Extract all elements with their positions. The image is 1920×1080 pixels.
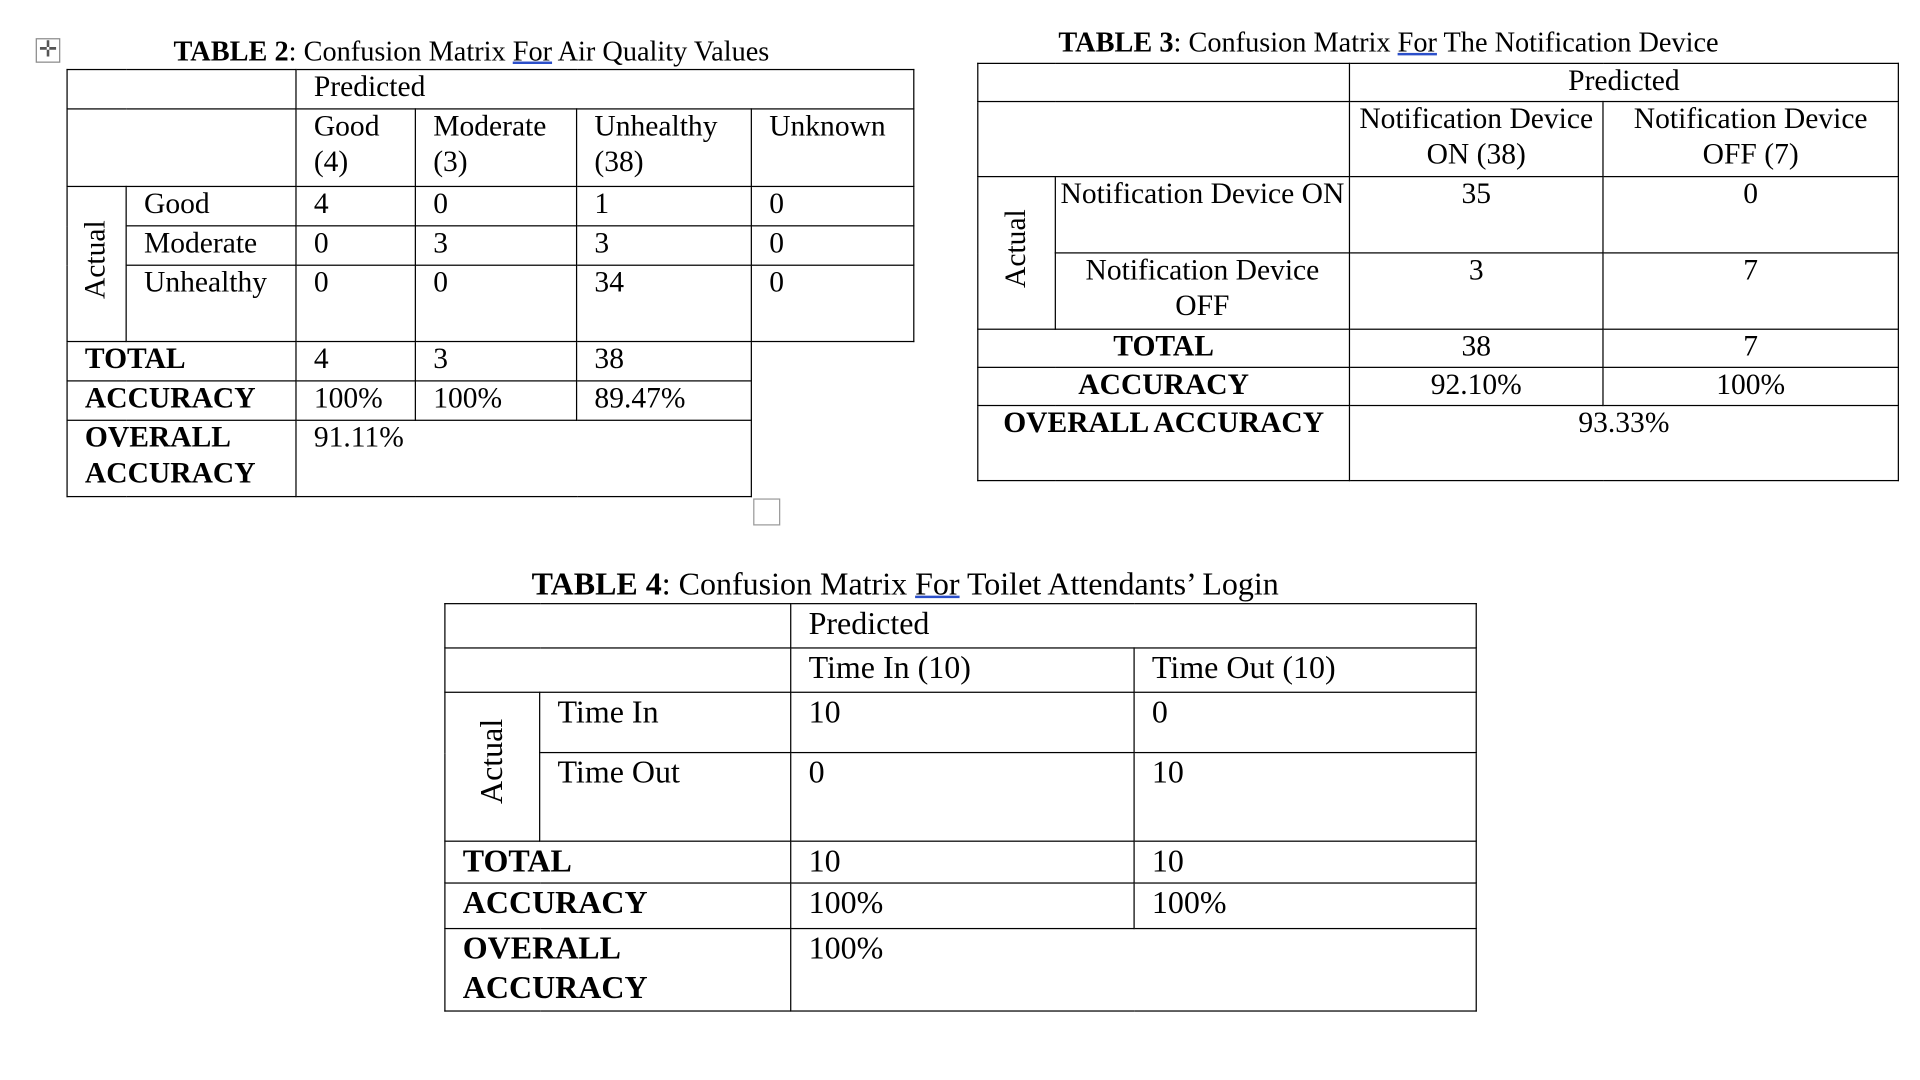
total-cell: 4	[296, 342, 415, 381]
total-cell: 7	[1603, 329, 1898, 367]
table3-caption: TABLE 3: Confusion Matrix For The Notification Device	[1058, 27, 1719, 58]
matrix-cell: 3	[1349, 253, 1603, 329]
actual-label-cell	[67, 186, 126, 341]
empty-corner-cell	[67, 109, 296, 187]
col-header-time-in: Time In (10)	[791, 648, 1134, 692]
table2-air-quality-confusion-matrix	[66, 69, 914, 497]
row-label-device-on: Notification Device ON	[1055, 177, 1349, 253]
table-move-handle-icon[interactable]: ✛	[36, 38, 61, 63]
matrix-cell: 0	[751, 186, 913, 225]
overall-accuracy-value: 91.11%	[296, 420, 751, 496]
col-header-unknown: Unknown	[751, 109, 913, 187]
matrix-cell: 10	[791, 692, 1134, 752]
row-label-unhealthy: Unhealthy	[126, 265, 296, 341]
total-cell: 3	[415, 342, 576, 381]
matrix-cell: 0	[1134, 692, 1476, 752]
row-label-time-out: Time Out	[540, 753, 791, 842]
table-resize-handle-icon[interactable]	[753, 498, 780, 525]
col-header-moderate: Moderate (3)	[415, 109, 576, 187]
total-cell: 10	[1134, 841, 1476, 883]
matrix-cell: 3	[577, 226, 752, 265]
overall-accuracy-value: 93.33%	[1349, 406, 1898, 481]
matrix-cell: 4	[296, 186, 415, 225]
total-label: TOTAL	[445, 841, 791, 883]
overall-accuracy-label: OVERALL ACCURACY	[67, 420, 296, 496]
accuracy-cell: 100%	[415, 381, 576, 420]
matrix-cell: 0	[415, 265, 576, 341]
empty-corner-cell	[445, 648, 791, 692]
predicted-header: Predicted	[791, 604, 1476, 648]
table3-notification-device-confusion-matrix	[977, 63, 1899, 481]
row-label-device-off: Notification Device OFF	[1055, 253, 1349, 329]
actual-label-cell	[978, 177, 1056, 330]
table2-caption: TABLE 2: Confusion Matrix For Air Quality Values	[173, 35, 770, 67]
table4-toilet-attendants-login-confusion-matrix	[444, 603, 1477, 1012]
empty-cell	[751, 420, 913, 496]
matrix-cell: 7	[1603, 253, 1898, 329]
actual-label: Actual	[999, 208, 1032, 288]
matrix-cell: 0	[415, 186, 576, 225]
overall-accuracy-value: 100%	[791, 929, 1476, 1011]
empty-corner-cell	[445, 604, 791, 648]
accuracy-cell: 100%	[1603, 367, 1898, 405]
matrix-cell: 0	[791, 753, 1134, 842]
accuracy-cell: 100%	[296, 381, 415, 420]
empty-cell	[751, 381, 913, 420]
matrix-cell: 0	[296, 226, 415, 265]
col-header-time-out: Time Out (10)	[1134, 648, 1476, 692]
matrix-cell: 0	[751, 265, 913, 341]
matrix-cell: 0	[1603, 177, 1898, 253]
overall-accuracy-label: OVERALL ACCURACY	[978, 406, 1350, 481]
total-cell: 38	[1349, 329, 1603, 367]
total-label: TOTAL	[67, 342, 296, 381]
predicted-header: Predicted	[1349, 63, 1898, 101]
accuracy-label: ACCURACY	[67, 381, 296, 420]
predicted-header: Predicted	[296, 70, 914, 109]
accuracy-cell: 92.10%	[1349, 367, 1603, 405]
accuracy-cell: 100%	[1134, 883, 1476, 929]
matrix-cell: 34	[577, 265, 752, 341]
empty-corner-cell	[978, 63, 1350, 101]
col-header-unhealthy: Unhealthy (38)	[577, 109, 752, 187]
accuracy-cell: 100%	[791, 883, 1134, 929]
row-label-good: Good	[126, 186, 296, 225]
matrix-cell: 10	[1134, 753, 1476, 842]
col-header-device-off: Notification Device OFF (7)	[1603, 102, 1898, 177]
accuracy-label: ACCURACY	[978, 367, 1350, 405]
row-label-moderate: Moderate	[126, 226, 296, 265]
col-header-good: Good (4)	[296, 109, 415, 187]
total-label: TOTAL	[978, 329, 1350, 367]
matrix-cell: 3	[415, 226, 576, 265]
accuracy-label: ACCURACY	[445, 883, 791, 929]
col-header-device-on: Notification Device ON (38)	[1349, 102, 1603, 177]
actual-label-cell	[445, 692, 540, 841]
matrix-cell: 35	[1349, 177, 1603, 253]
actual-label: Actual	[473, 719, 510, 805]
matrix-cell: 1	[577, 186, 752, 225]
table4-caption: TABLE 4: Confusion Matrix For Toilet Attendants’ Login	[531, 566, 1279, 602]
matrix-cell: 0	[751, 226, 913, 265]
row-label-time-in: Time In	[540, 692, 791, 752]
empty-corner-cell	[978, 102, 1350, 177]
total-cell: 10	[791, 841, 1134, 883]
accuracy-cell: 89.47%	[577, 381, 752, 420]
actual-label: Actual	[79, 219, 112, 299]
empty-cell	[751, 342, 913, 381]
matrix-cell: 0	[296, 265, 415, 341]
total-cell: 38	[577, 342, 752, 381]
empty-corner-cell	[67, 70, 296, 109]
overall-accuracy-label: OVERALL ACCURACY	[445, 929, 791, 1011]
